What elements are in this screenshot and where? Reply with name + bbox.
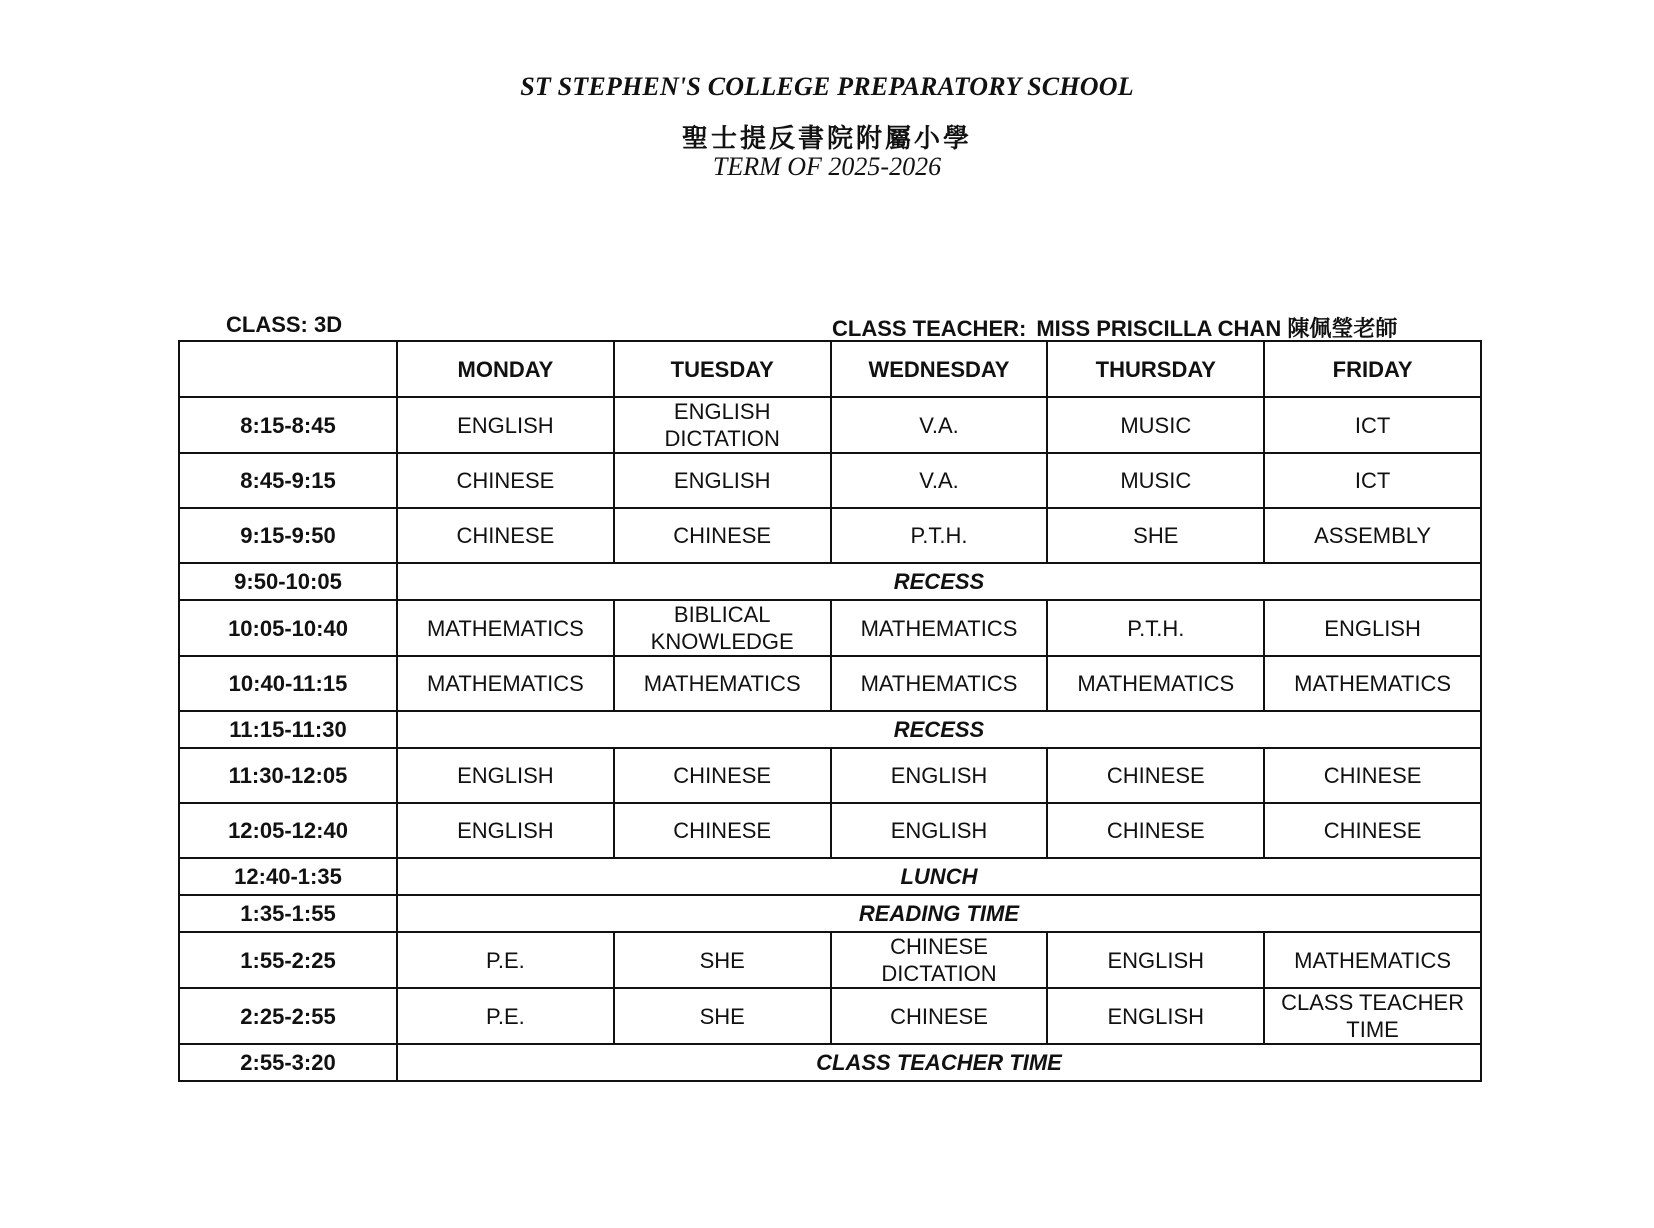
time-slot-cell: 11:15-11:30 <box>179 711 397 748</box>
subject-cell-thursday: MUSIC <box>1047 397 1264 453</box>
break-row <box>179 1044 1481 1081</box>
time-slot-cell: 9:50-10:05 <box>179 563 397 600</box>
day-header-monday: MONDAY <box>397 341 614 397</box>
timetable <box>178 340 1482 1082</box>
subject-cell-friday: ICT <box>1264 453 1481 508</box>
subject-cell-monday: P.E. <box>397 988 614 1044</box>
subject-cell-wednesday: V.A. <box>831 453 1048 508</box>
time-slot-cell: 11:30-12:05 <box>179 748 397 803</box>
time-slot-cell: 12:40-1:35 <box>179 858 397 895</box>
subject-cell-tuesday: MATHEMATICS <box>614 656 831 711</box>
class-teacher-label: CLASS TEACHER: <box>832 316 1027 341</box>
subject-cell-thursday: SHE <box>1047 508 1264 563</box>
subject-cell-wednesday: P.T.H. <box>831 508 1048 563</box>
subject-cell-monday: ENGLISH <box>397 748 614 803</box>
subject-cell-thursday: P.T.H. <box>1047 600 1264 656</box>
subject-cell-thursday: ENGLISH <box>1047 932 1264 988</box>
subject-cell-friday: MATHEMATICS <box>1264 932 1481 988</box>
period-row <box>179 988 1481 1044</box>
day-header-tuesday: TUESDAY <box>614 341 831 397</box>
subject-cell-wednesday: CHINESE <box>831 988 1048 1044</box>
subject-cell-thursday: MATHEMATICS <box>1047 656 1264 711</box>
class-teacher-info <box>832 312 1397 343</box>
subject-cell-tuesday: BIBLICAL KNOWLEDGE <box>614 600 831 656</box>
subject-cell-tuesday: SHE <box>614 932 831 988</box>
class-teacher-name: MISS PRISCILLA CHAN 陳佩瑩老師 <box>1036 316 1398 341</box>
corner-cell <box>179 341 397 397</box>
subject-cell-friday: ENGLISH <box>1264 600 1481 656</box>
school-name-zh: 聖士提反書院附屬小學 <box>681 124 972 154</box>
subject-cell-tuesday: ENGLISH <box>614 453 831 508</box>
period-row <box>179 748 1481 803</box>
period-row <box>179 932 1481 988</box>
time-slot-cell: 12:05-12:40 <box>179 803 397 858</box>
time-slot-cell: 8:15-8:45 <box>179 397 397 453</box>
subject-cell-tuesday: CHINESE <box>614 748 831 803</box>
subject-cell-wednesday: ENGLISH <box>831 803 1048 858</box>
subject-cell-wednesday: MATHEMATICS <box>831 656 1048 711</box>
period-row <box>179 656 1481 711</box>
subject-cell-thursday: CHINESE <box>1047 803 1264 858</box>
break-label: CLASS TEACHER TIME <box>397 1044 1481 1081</box>
subject-cell-thursday: ENGLISH <box>1047 988 1264 1044</box>
subject-cell-friday: ICT <box>1264 397 1481 453</box>
subject-cell-monday: MATHEMATICS <box>397 656 614 711</box>
break-label: RECESS <box>397 711 1481 748</box>
day-header-row <box>179 341 1481 397</box>
period-row <box>179 600 1481 656</box>
subject-cell-friday: ASSEMBLY <box>1264 508 1481 563</box>
time-slot-cell: 2:25-2:55 <box>179 988 397 1044</box>
class-label: CLASS: 3D <box>226 312 343 337</box>
period-row <box>179 508 1481 563</box>
time-slot-cell: 10:40-11:15 <box>179 656 397 711</box>
timetable-body <box>179 397 1481 1081</box>
subject-cell-monday: ENGLISH <box>397 397 614 453</box>
time-slot-cell: 1:55-2:25 <box>179 932 397 988</box>
term-title: TERM OF 2025-2026 <box>712 152 942 181</box>
subject-cell-wednesday: ENGLISH <box>831 748 1048 803</box>
subject-cell-thursday: MUSIC <box>1047 453 1264 508</box>
day-header-thursday: THURSDAY <box>1047 341 1264 397</box>
time-slot-cell: 1:35-1:55 <box>179 895 397 932</box>
subject-cell-wednesday: CHINESE DICTATION <box>831 932 1048 988</box>
period-row <box>179 453 1481 508</box>
subject-cell-monday: CHINESE <box>397 508 614 563</box>
break-row <box>179 563 1481 600</box>
subject-cell-friday: CHINESE <box>1264 748 1481 803</box>
break-row <box>179 711 1481 748</box>
subject-cell-tuesday: CHINESE <box>614 508 831 563</box>
school-name-en: ST STEPHEN'S COLLEGE PREPARATORY SCHOOL <box>520 72 1134 101</box>
subject-cell-wednesday: MATHEMATICS <box>831 600 1048 656</box>
subject-cell-monday: P.E. <box>397 932 614 988</box>
subject-cell-tuesday: SHE <box>614 988 831 1044</box>
subject-cell-friday: CHINESE <box>1264 803 1481 858</box>
subject-cell-wednesday: V.A. <box>831 397 1048 453</box>
day-header-friday: FRIDAY <box>1264 341 1481 397</box>
subject-cell-monday: CHINESE <box>397 453 614 508</box>
time-slot-cell: 8:45-9:15 <box>179 453 397 508</box>
subject-cell-friday: MATHEMATICS <box>1264 656 1481 711</box>
period-row <box>179 397 1481 453</box>
subject-cell-tuesday: ENGLISH DICTATION <box>614 397 831 453</box>
subject-cell-monday: MATHEMATICS <box>397 600 614 656</box>
break-label: READING TIME <box>397 895 1481 932</box>
period-row <box>179 803 1481 858</box>
subject-cell-thursday: CHINESE <box>1047 748 1264 803</box>
break-label: LUNCH <box>397 858 1481 895</box>
day-header-wednesday: WEDNESDAY <box>831 341 1048 397</box>
subject-cell-friday: CLASS TEACHER TIME <box>1264 988 1481 1044</box>
time-slot-cell: 10:05-10:40 <box>179 600 397 656</box>
subject-cell-tuesday: CHINESE <box>614 803 831 858</box>
time-slot-cell: 2:55-3:20 <box>179 1044 397 1081</box>
break-row <box>179 858 1481 895</box>
time-slot-cell: 9:15-9:50 <box>179 508 397 563</box>
subject-cell-monday: ENGLISH <box>397 803 614 858</box>
break-row <box>179 895 1481 932</box>
break-label: RECESS <box>397 563 1481 600</box>
